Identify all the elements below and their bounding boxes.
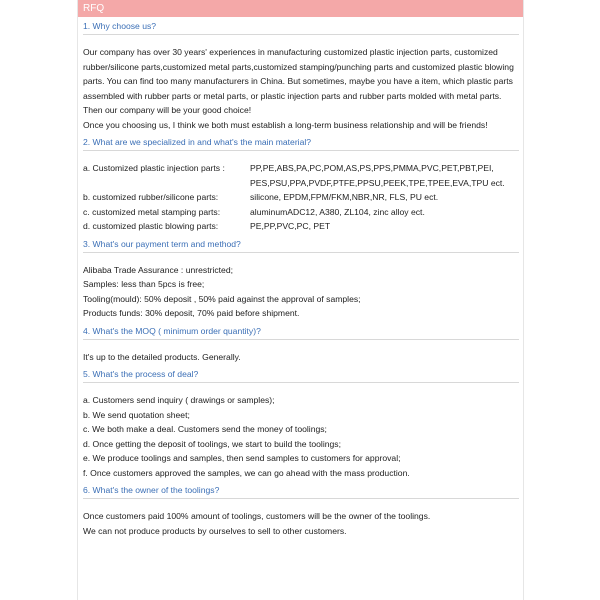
answer-line: e. We produce toolings and samples, then send samples to customers for approval;	[83, 453, 401, 463]
header-title: RFQ	[83, 3, 105, 14]
answer-line: Samples: less than 5pcs is free;	[83, 279, 205, 289]
rfq-panel	[77, 0, 524, 600]
question-why-choose-us: 1. Why choose us?	[83, 20, 519, 35]
answer-line: Once customers paid 100% amount of toolings, customers will be the owner of the toolings.	[83, 511, 431, 521]
material-value: aluminumADC12, A380, ZL104, zinc alloy ect.	[250, 206, 425, 217]
answer-line: b. We send quotation sheet;	[83, 409, 190, 420]
question-payment-term: 3. What's our payment term and method?	[83, 238, 519, 253]
answer-line: Products funds: 30% deposit, 70% paid before shipment.	[83, 308, 300, 318]
answer-line: It's up to the detailed products. Generally.	[83, 351, 241, 362]
material-row	[83, 219, 519, 234]
question-process-of-deal: 5. What's the process of deal?	[83, 368, 519, 383]
answer-line: d. Once getting the deposit of toolings, we start to build the toolings;	[83, 438, 341, 449]
question-moq: 4. What's the MOQ ( minimum order quantity)?	[83, 325, 519, 340]
material-value: PP,PE,ABS,PA,PC,POM,AS,PS,PPS,PMMA,PVC,PET,PBT,PEI, PES,PSU,PPA,PVDF,PTFE,PPSU,PEEK,TPE,TPEE,EVA,TPU ect.	[250, 163, 505, 188]
answer-line: c. We both make a deal. Customers send the money of toolings;	[83, 424, 327, 434]
rfq-header	[78, 0, 523, 17]
answer-paragraph: Once you choosing us, I think we both must establish a long-term business relationship and will be friends!	[83, 119, 488, 130]
answer-line: a. Customers send inquiry ( drawings or samples);	[83, 395, 275, 405]
material-row	[83, 205, 519, 220]
material-row	[83, 161, 519, 190]
answer-line: Alibaba Trade Assurance : unrestricted;	[83, 264, 233, 275]
material-label: d. customized plastic blowing parts:	[83, 221, 219, 231]
material-value: silicone, EPDM,FPM/FKM,NBR,NR, FLS, PU ect.	[250, 192, 439, 202]
material-label: a. Customized plastic injection parts :	[83, 163, 225, 173]
question-specialization: 2. What are we specialized in and what's the main material?	[83, 136, 519, 151]
answer-line: We can not produce products by ourselves to sell to other customers.	[83, 525, 347, 536]
faq-content	[78, 20, 523, 538]
answer-paragraph: Our company has over 30 years' experiences in manufacturing customized plastic injection parts, customized rubber/silicone parts,customized metal parts,customized stamping/punching parts and customized plastic blowing parts. You can find too many manufacturers in China. But sometimes, maybe you have a item, which plastic parts assembled with rubber parts or metal parts, or plastic injection parts and rubber parts molded with metal parts. Then our company will be your good choice!	[83, 47, 514, 115]
material-label: b. customized rubber/silicone parts:	[83, 192, 219, 202]
question-tooling-owner: 6. What's the owner of the toolings?	[83, 484, 519, 499]
material-value: PE,PP,PVC,PC, PET	[250, 221, 331, 231]
material-row	[83, 190, 519, 205]
answer-line: Tooling(mould): 50% deposit , 50% paid against the approval of samples;	[83, 293, 361, 304]
answer-line: f. Once customers approved the samples, we can go ahead with the mass production.	[83, 467, 410, 478]
material-label: c. customized metal stamping parts:	[83, 206, 221, 217]
